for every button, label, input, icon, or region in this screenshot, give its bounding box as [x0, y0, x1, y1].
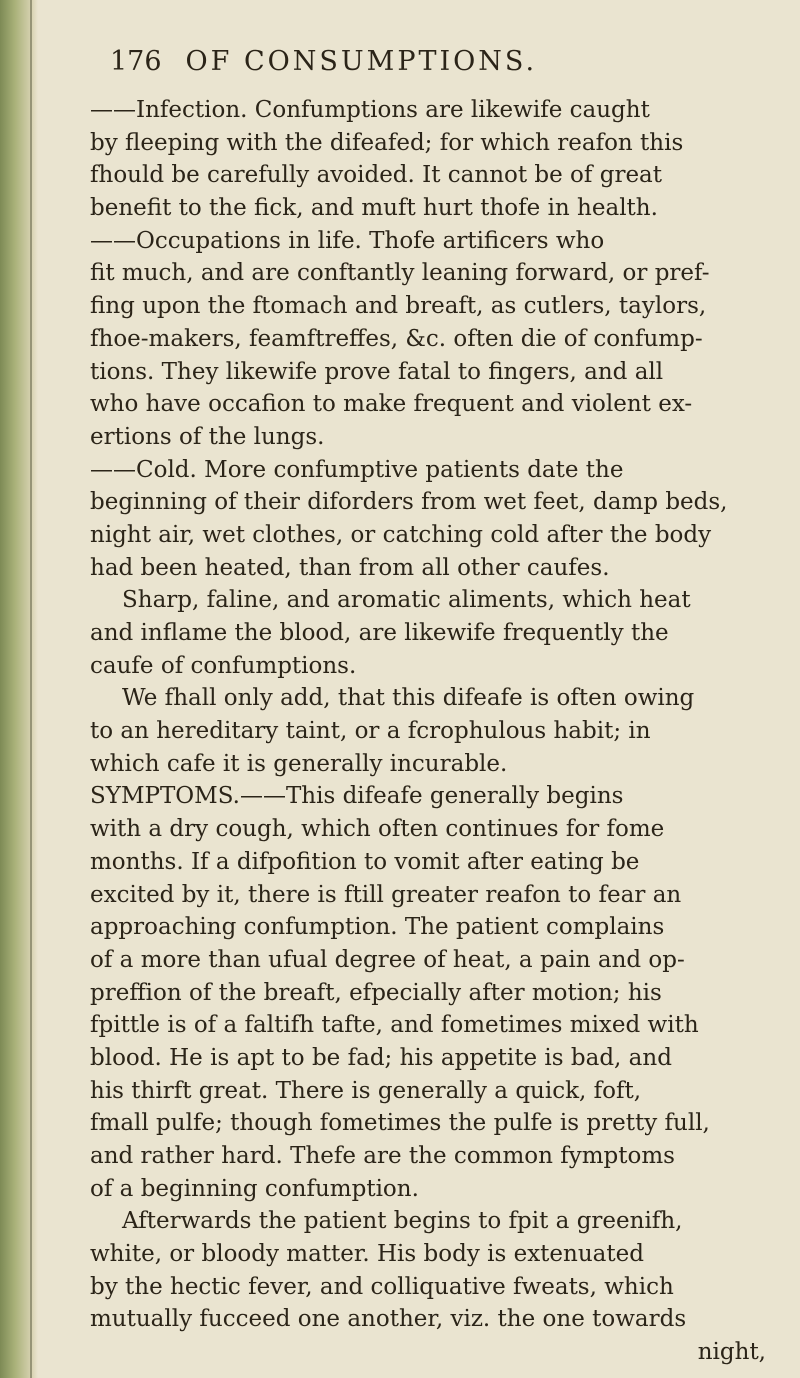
text-line: We fhall only add, that this difeafe is often owing: [122, 685, 695, 712]
catchword: night,: [697, 1339, 766, 1366]
text-line: with a dry cough, which often continues for fome: [90, 816, 665, 843]
text-line: fhould be carefully avoided. It cannot be of great: [90, 162, 663, 189]
text-line: beginning of their diforders from wet feet, damp beds,: [90, 489, 728, 516]
text-line: fit much, and are conftantly leaning forward, or pref-: [90, 260, 710, 287]
text-line: white, or bloody matter. His body is extenuated: [90, 1241, 644, 1268]
text-line: had been heated, than from all other caufes.: [90, 554, 610, 581]
text-line: benefit to the fick, and muft hurt thofe in health.: [90, 195, 658, 222]
text-line: and inflame the blood, are likewife frequently the: [90, 620, 669, 646]
text-line: months. If a difpofition to vomit after eating be: [90, 848, 640, 875]
text-line: mutually fucceed one another, viz. the one towards: [90, 1306, 687, 1333]
text-line: preffion of the breaft, efpecially after motion; his: [90, 979, 662, 1006]
text-line: ——Occupations in life. Thofe artificers who: [90, 227, 605, 254]
body-text: [90, 94, 780, 1369]
binding-gutter: [0, 0, 38, 1378]
text-line: of a beginning confumption.: [90, 1175, 419, 1202]
text-line: his thirft great. There is generally a quick, foft,: [90, 1077, 642, 1104]
running-title: OF CONSUMPTIONS.: [185, 46, 538, 77]
book-page: [56, 46, 780, 1369]
running-head: [110, 46, 780, 86]
text-line: by fleeping with the difeafed; for which reafon this: [90, 129, 684, 156]
text-line: by the hectic fever, and colliquative fweats, which: [90, 1273, 674, 1300]
text-line: ——Cold. More confumptive patients date the: [90, 456, 624, 483]
text-line: fhoe-makers, feamftreffes, &c. often die of confump-: [90, 325, 703, 352]
text-line: to an hereditary taint, or a fcrophulous habit; in: [90, 718, 651, 745]
text-line: fmall pulfe; though fometimes the pulfe is pretty full,: [90, 1110, 710, 1137]
text-line: Sharp, faline, and aromatic aliments, which heat: [122, 587, 691, 614]
page-number: 176: [110, 46, 162, 77]
text-line: excited by it, there is ftill greater reafon to fear an: [90, 881, 682, 908]
text-line: SYMPTOMS.——This difeafe generally begins: [90, 783, 624, 810]
text-line: of a more than ufual degree of heat, a pain and op-: [90, 946, 685, 973]
binding-edge: [30, 0, 32, 1378]
text-line: Afterwards the patient begins to fpit a greenifh,: [122, 1208, 683, 1235]
text-line: fpittle is of a faltifh tafte, and fometimes mixed with: [90, 1012, 699, 1039]
text-line: tions. They likewife prove fatal to fingers, and all: [90, 358, 664, 385]
text-line: approaching confumption. The patient complains: [90, 914, 665, 941]
text-line: ——Infection. Confumptions are likewife caught: [90, 97, 650, 123]
text-line: blood. He is apt to be fad; his appetite is bad, and: [90, 1044, 672, 1071]
text-line: who have occafion to make frequent and violent ex-: [90, 391, 693, 418]
text-line: caufe of confumptions.: [90, 652, 357, 679]
text-line: fing upon the ftomach and breaft, as cutlers, taylors,: [90, 293, 707, 320]
text-line: and rather hard. Thefe are the common fymptoms: [90, 1143, 675, 1169]
text-line: ertions of the lungs.: [90, 423, 325, 450]
text-line: night air, wet clothes, or catching cold after the body: [90, 521, 712, 548]
text-line: which cafe it is generally incurable.: [90, 750, 508, 777]
